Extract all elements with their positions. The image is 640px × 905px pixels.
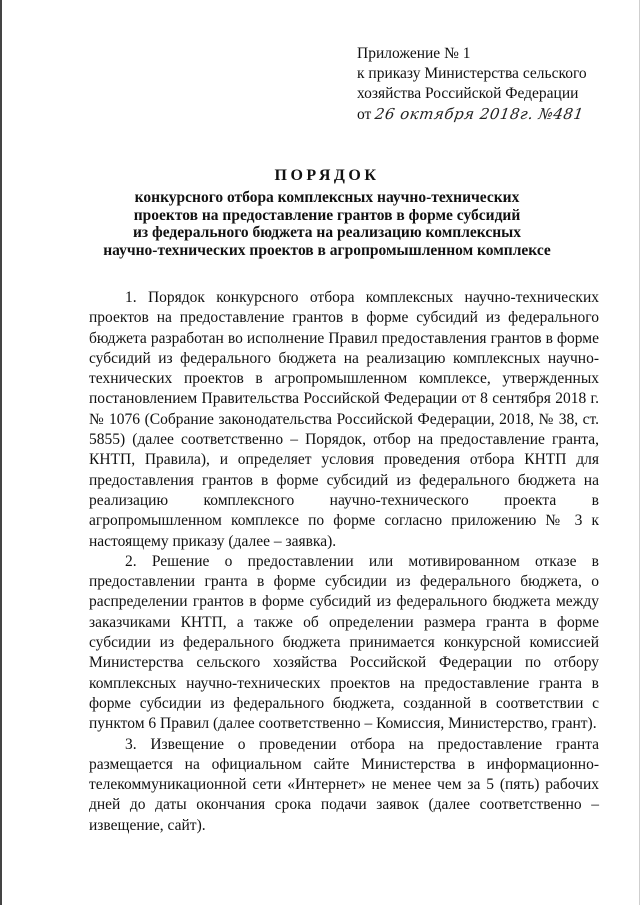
paragraph-1: 1. Порядок конкурсного отбора комплексных научно-технических проектов на предоставление грантов в форме субсидий из федерального бюджета разработан во исполнение Правил предоставления грантов в форме субсидий из федерального бюджета на реализацию комплексных научно-технических проектов в агропромышленном комплексе, утвержденных постановлением Правительства Российской Федерации от 8 сентября 2018 г. № 1076 (Собрание законодательства Российской Федерации, 2018, № 38, ст. 5855) (далее соответственно – Порядок, отбор на предоставление гранта, КНТП, Правила), и определяет условия проведения отбора КНТП для предоставления грантов в форме субсидий из федерального бюджета на реализацию комплексного научно-технического проекта в агропромышленном комплексе по форме согласно приложению № 3 к настоящему приказу (далее – заявка). xyxy=(89,289,599,550)
annex-order-ref: к приказу Министерства сельского xyxy=(357,65,587,82)
title-sub-line: научно-технических проектов в агропромышленном комплексе xyxy=(103,241,551,259)
title-sub-line: из федерального бюджета на реализацию комплексных xyxy=(133,224,521,241)
title-sub-line: конкурсного отбора комплексных научно-технических xyxy=(134,189,520,206)
annex-title: Приложение № 1 xyxy=(357,45,471,62)
paragraph-3: 3. Извещение о проведении отбора на предоставление гранта размещается на официальном сайте Министерства в информационно-телекоммуникационной сети «Интернет» не менее чем за 5 (пять) рабочих дней до даты окончания срока подачи заявок (далее соответственно – извещение, сайт). xyxy=(89,735,599,834)
annex-ministry: хозяйства Российской Федерации xyxy=(357,85,579,102)
annex-date-line xyxy=(357,104,627,125)
document-title xyxy=(62,164,592,259)
annex-date-prefix: от xyxy=(357,106,372,123)
annex-header xyxy=(357,44,627,125)
title-sub-line: проектов на предоставление грантов в форме субсидий xyxy=(133,206,521,224)
document-body xyxy=(89,288,599,836)
paragraph-2: 2. Решение о предоставлении или мотивированном отказе в предоставлении гранта в форме субсидии из федерального бюджета, о распределении грантов в форме субсидий из федерального бюджета между заказчиками КНТП, а также об определении размера гранта в форме субсидии из федерального бюджета принимается конкурсной комиссией Министерства сельского хозяйства Российской Федерации по отбору комплексных научно-технических проектов на предоставление гранта в форме субсидии из федерального бюджета, созданной в соответствии с пунктом 6 Правил (далее соответственно – Комиссия, Министерство, грант). xyxy=(89,552,599,733)
handwritten-date: 26 октября 2018г. №481 xyxy=(373,105,586,123)
title-main: ПОРЯДОК xyxy=(274,167,380,184)
